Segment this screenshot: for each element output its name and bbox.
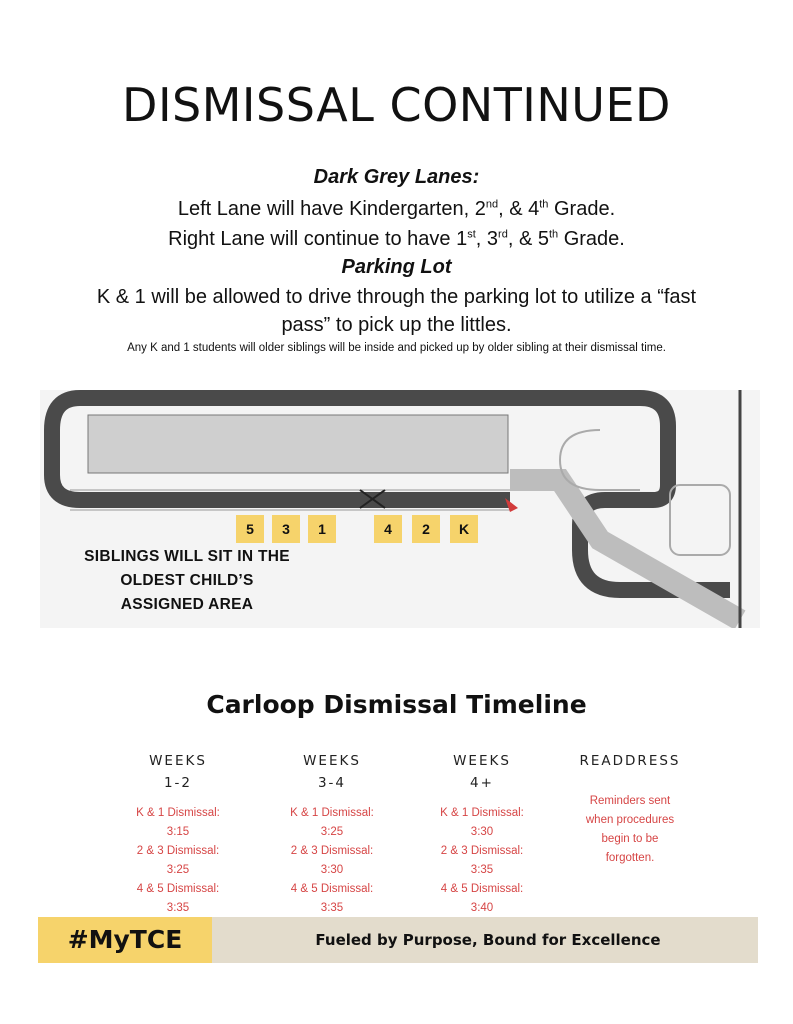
- footer-banner: [38, 917, 758, 963]
- area-box-grade-2: 2: [412, 515, 440, 543]
- area-box-grade-1: 1: [308, 515, 336, 543]
- area-box-grade-k: K: [450, 515, 478, 543]
- timeline-column-weeks-4-plus: WEEKS 4+ K & 1 Dismissal: 3:30 2 & 3 Dismissal: 3:35 4 & 5 Dismissal: 3:40: [440, 753, 524, 914]
- timeline-title: Carloop Dismissal Timeline: [206, 690, 587, 719]
- area-box-grade-3: 3: [272, 515, 300, 543]
- area-box-grade-5: 5: [236, 515, 264, 543]
- timeline-column-weeks-3-4: WEEKS 3-4 K & 1 Dismissal: 3:25 2 & 3 Dismissal: 3:30 4 & 5 Dismissal: 3:35: [290, 753, 374, 914]
- parking-lot-line2: pass” to pick up the littles.: [281, 314, 512, 336]
- page-title: DISMISSAL CONTINUED: [122, 78, 671, 132]
- timeline-column-readdress: READDRESS Reminders sent when procedures begin to be forgotten.: [579, 753, 681, 864]
- right-lane-text: Right Lane will continue to have 1st, 3rd, & 5th Grade.: [168, 228, 625, 250]
- footer-slogan: Fueled by Purpose, Bound for Excellence: [315, 931, 661, 949]
- siblings-seating-note: SIBLINGS WILL SIT IN THE OLDEST CHILD’S ASSIGNED AREA: [84, 548, 290, 613]
- footer-hashtag: #MyTCE: [38, 917, 212, 963]
- dark-grey-lanes-heading: Dark Grey Lanes:: [313, 166, 480, 188]
- area-box-grade-4: 4: [374, 515, 402, 543]
- parking-lot-heading: Parking Lot: [341, 256, 452, 278]
- parking-lot-line1: K & 1 will be allowed to drive through the parking lot to utilize a “fast: [96, 286, 697, 308]
- left-lane-text: Left Lane will have Kindergarten, 2nd, & 4th Grade.: [177, 198, 616, 220]
- siblings-note: Any K and 1 students will older siblings will be inside and picked up by older sibling at their dismissal time.: [127, 342, 666, 354]
- timeline-column-weeks-1-2: WEEKS 1-2 K & 1 Dismissal: 3:15 2 & 3 Dismissal: 3:25 4 & 5 Dismissal: 3:35: [136, 753, 220, 914]
